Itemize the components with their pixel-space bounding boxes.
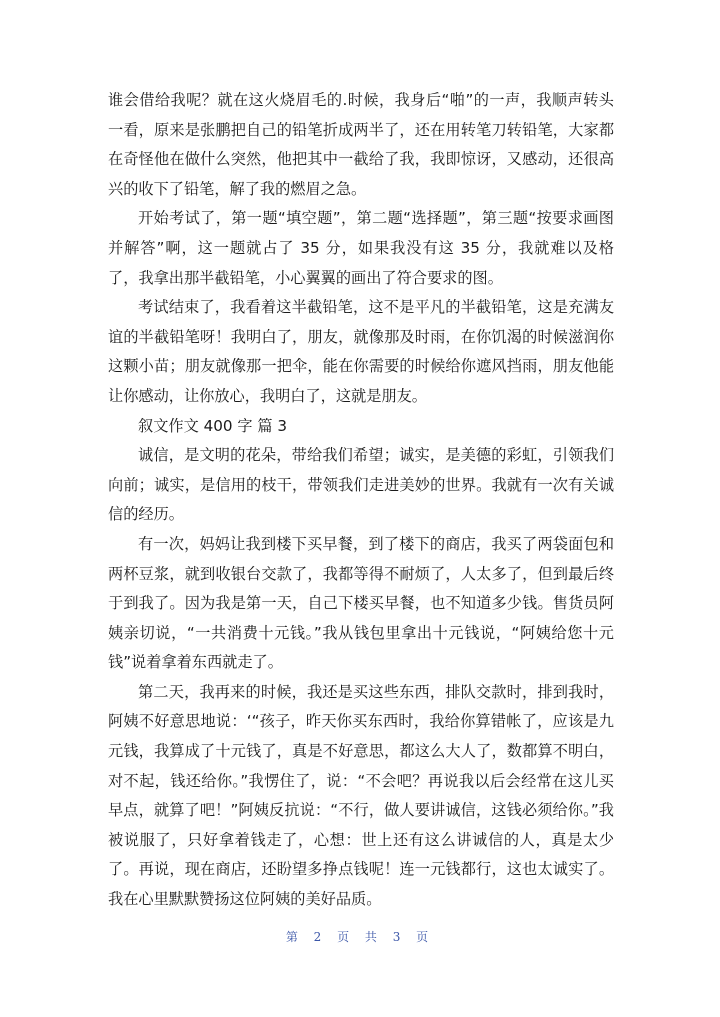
section-heading: 叙文作文 400 字 篇 3 <box>138 416 288 435</box>
paragraph-4: 诚信，是文明的花朵，带给我们希望；诚实，是美德的彩虹，引领我们向前；诚实，是信用的枝干，带领我们走进美妙的世界。我就有一次有关诚信的经历。 <box>108 446 614 524</box>
paragraph-1: 谁会借给我呢？就在这火烧眉毛的.时候，我身后“啪”的一声，我顺声转头一看，原来是张鹏把自己的铅笔折成两半了，还在用转笔刀转铅笔，大家都在奇怪他在做什么突然，他把其中一截给了我，我即惊讶，又感动，还很高兴的收下了铅笔，解了我的燃眉之急。 <box>108 91 614 198</box>
paragraph-5: 有一次，妈妈让我到楼下买早餐，到了楼下的商店，我买了两袋面包和两杯豆浆，就到收银台交款了，我都等得不耐烦了，人太多了，但到最后终于到我了。因为我是第一天，自己下楼买早餐，也不知道多少钱。售货员阿姨亲切说，“一共消费十元钱。”我从钱包里拿出十元钱说，“阿姨给您十元钱”说着拿着东西就走了。 <box>108 534 614 672</box>
document-body <box>108 86 614 915</box>
page-number-footer: 第 2 页 共 3 页 <box>285 930 435 944</box>
paragraph-6: 第二天，我再来的时候，我还是买这些东西，排队交款时，排到我时，阿姨不好意思地说：‘“孩子，昨天你买东西时，我给你算错帐了，应该是九元钱，我算成了十元钱了，真是不好意思，都这么大人了，数都算不明白，对不起，钱还给你。”我愣住了，说：“不会吧？再说我以后会经常在这儿买早点，就算了吧！”阿姨反抗说：“不行，做人要讲诚信，这钱必须给你。”我被说服了，只好拿着钱走了，心想：世上还有这么讲诚信的人，真是太少了。再说，现在商店，还盼望多挣点钱呢！连一元钱都行，这也太诚实了。我在心里默默赞扬这位阿姨的美好品质。 <box>108 682 614 909</box>
paragraph-2: 开始考试了，第一题“填空题”，第二题“选择题”，第三题“按要求画图并解答”啊，这一题就占了 35 分，如果我没有这 35 分，我就难以及格了，我拿出那半截铅笔，小心翼翼的画出了符合要求的图。 <box>108 209 614 287</box>
paragraph-3: 考试结束了，我看着这半截铅笔，这不是平凡的半截铅笔，这是充满友谊的半截铅笔呀！我明白了，朋友，就像那及时雨，在你饥渴的时候滋润你这颗小苗；朋友就像那一把伞，能在你需要的时候给你遮风挡雨，朋友他能让你感动，让你放心，我明白了，这就是朋友。 <box>108 298 614 405</box>
